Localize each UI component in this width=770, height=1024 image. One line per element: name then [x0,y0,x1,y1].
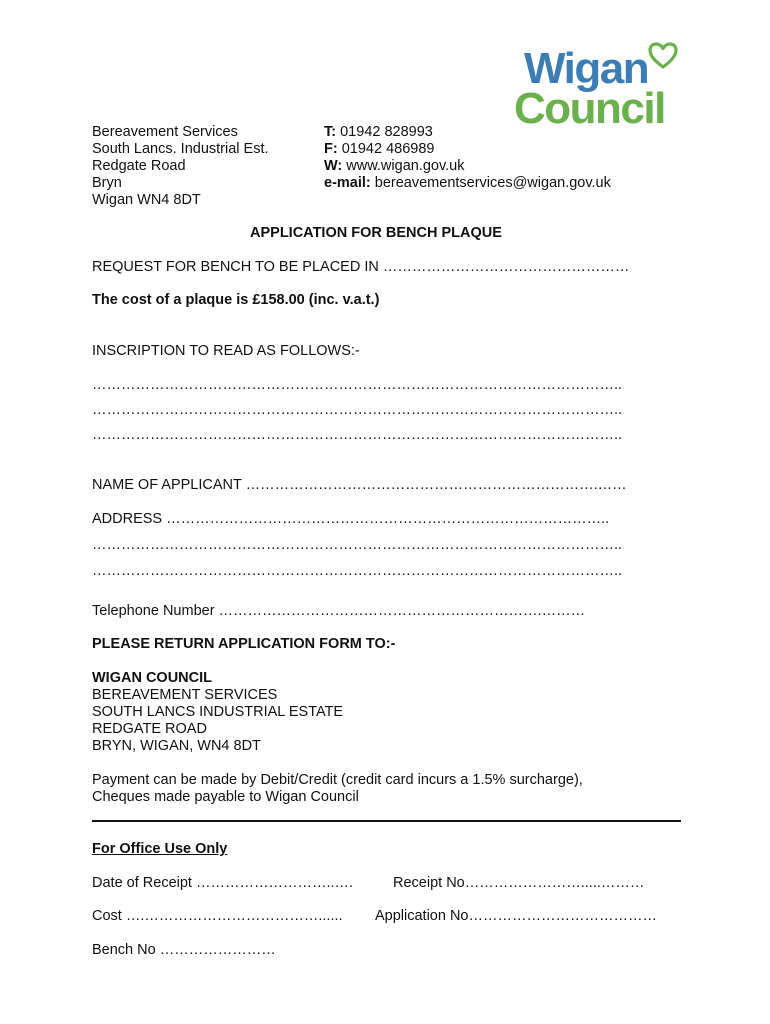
divider [92,820,681,822]
contact-fax: F: 01942 486989 [324,141,435,157]
wigan-council-logo [512,40,684,133]
address-line: Wigan WN4 8DT [92,192,201,208]
application-no-field: Application No………………………………… [375,908,657,924]
logo-wigan-text: Wigan [524,44,649,93]
address-extra-line: ……………………………………………………………………………………………….. [92,563,623,579]
payment-note: Payment can be made by Debit/Credit (credit card incurs a 1.5% surcharge), [92,772,583,788]
cost-notice: The cost of a plaque is £158.00 (inc. v.a.t.) [92,292,380,308]
date-of-receipt-field: Date of Receipt ………………………..…. [92,875,354,891]
return-address-line: BEREAVEMENT SERVICES [92,687,278,703]
inscription-line: ……………………………………………………………………………………………….. [92,427,623,443]
logo-council-text: Council [514,84,665,133]
return-heading: PLEASE RETURN APPLICATION FORM TO:- [92,636,396,652]
bench-no-field: Bench No …………………… [92,942,276,958]
form-title: APPLICATION FOR BENCH PLAQUE [250,225,502,241]
contact-web: W: www.wigan.gov.uk [324,158,465,174]
applicant-name-field: NAME OF APPLICANT ……………………………………………………………….…… [92,477,627,493]
contact-phone: T: 01942 828993 [324,124,433,140]
address-line: Bryn [92,175,122,191]
office-use-heading: For Office Use Only [92,841,228,857]
address-line: South Lancs. Industrial Est. [92,141,269,157]
telephone-field: Telephone Number ………………………………………………………….……… [92,603,586,619]
inscription-line: ……………………………………………………………………………………………….. [92,377,623,393]
applicant-address-field: ADDRESS ……………………………………………………………………………….. [92,511,610,527]
return-address-line: SOUTH LANCS INDUSTRIAL ESTATE [92,704,344,720]
return-address-line: BRYN, WIGAN, WN4 8DT [92,738,261,754]
return-address-line: WIGAN COUNCIL [92,670,213,686]
address-line: Bereavement Services [92,124,238,140]
receipt-no-field: Receipt No…………………….....……… [393,875,645,891]
address-extra-line: ……………………………………………………………………………………………….. [92,537,623,553]
inscription-label: INSCRIPTION TO READ AS FOLLOWS:- [92,343,360,359]
inscription-line: ……………………………………………………………………………………………….. [92,402,623,418]
request-bench-field: REQUEST FOR BENCH TO BE PLACED IN …………………………………………… [92,259,630,275]
contact-email: e-mail: bereavementservices@wigan.gov.uk [324,175,611,191]
payment-note: Cheques made payable to Wigan Council [92,789,359,805]
heart-icon [648,42,678,70]
return-address-line: REDGATE ROAD [92,721,207,737]
address-line: Redgate Road [92,158,186,174]
office-cost-field: Cost ….………………………………...... [92,908,343,924]
